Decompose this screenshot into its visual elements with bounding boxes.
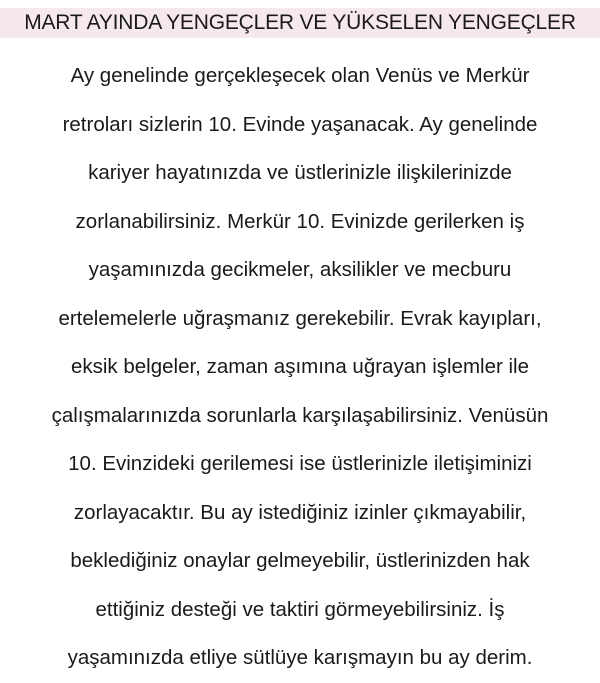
body-line: zorlanabilirsiniz. Merkür 10. Evinizde gerilerken iş — [75, 209, 525, 233]
body-line: yaşamınızda gecikmeler, aksilikler ve mecburu — [88, 258, 512, 281]
body-line: eksik belgeler, zaman aşımına uğrayan işlemler ile — [70, 355, 530, 378]
body-line: ettiğiniz desteği ve taktiri görmeyebilirsiniz. İş — [95, 597, 505, 621]
body-line: çalışmalarınızda sorunlarla karşılaşabilirsiniz. Venüsün — [51, 403, 549, 427]
body-line: kariyer hayatınızda ve üstlerinizle ilişkilerinizde — [88, 161, 512, 184]
body-line: beklediğiniz onaylar gelmeyebilir, üstlerinizden hak — [70, 549, 530, 572]
body-line: retroları sizlerin 10. Evinde yaşanacak. Ay genelinde — [62, 112, 538, 136]
body-line: Ay genelinde gerçekleşecek olan Venüs ve Merkür — [70, 64, 530, 87]
body-line: zorlayacaktır. Bu ay istediğiniz izinler çıkmayabilir, — [73, 500, 527, 524]
body-line: 10. Evinzideki gerilemesi ise üstlerinizle iletişiminizi — [68, 452, 532, 475]
body-line: ertelemelerle uğraşmanız gerekebilir. Evrak kayıpları, — [58, 306, 542, 330]
article-heading: MART AYINDA YENGEÇLER VE YÜKSELEN YENGEÇLER — [0, 8, 600, 38]
article-body — [0, 52, 600, 683]
body-line: yaşamınızda etliye sütlüye karışmayın bu ay derim. — [67, 646, 533, 669]
